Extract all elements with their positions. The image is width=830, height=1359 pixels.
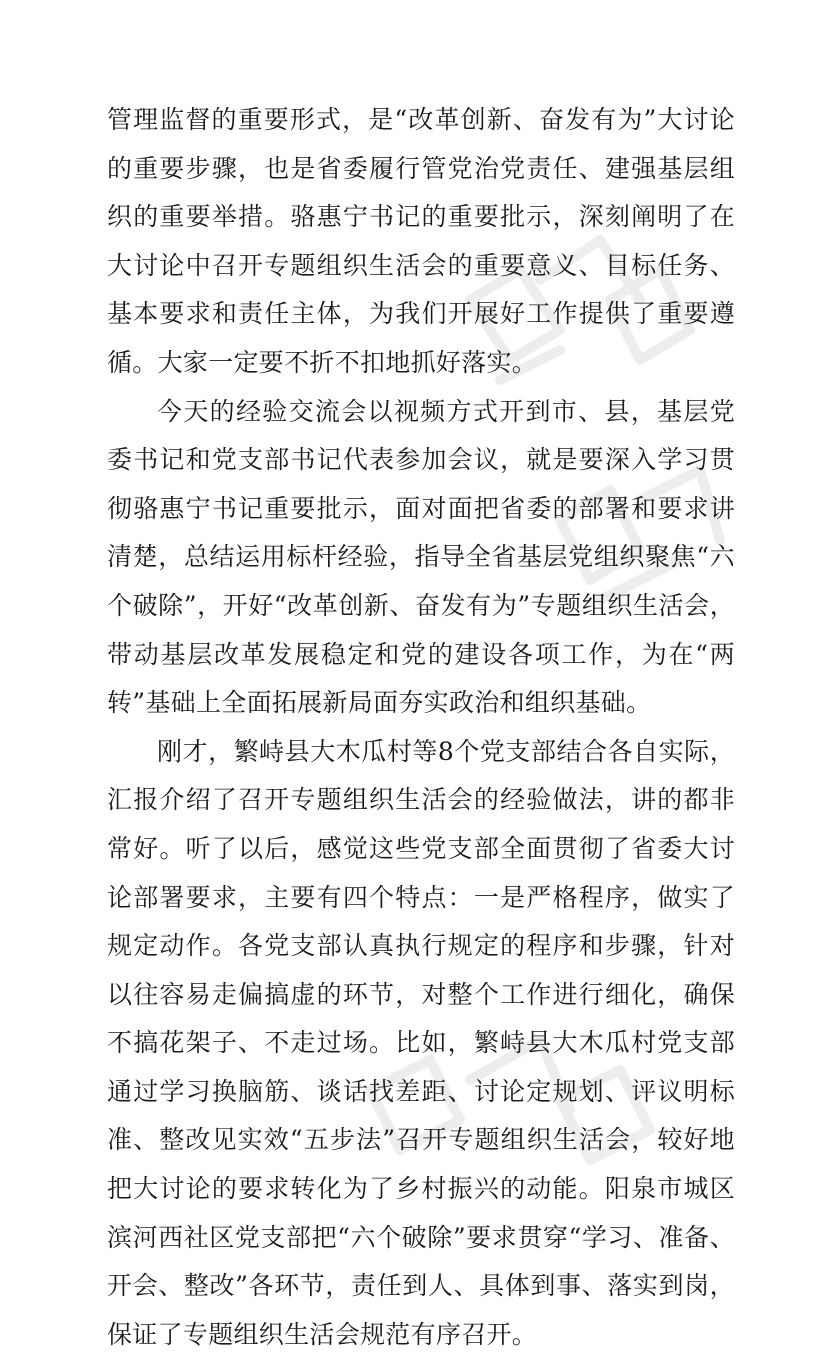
paragraph-3: 刚才，繁峙县大木瓜村等8个党支部结合各自实际，汇报介绍了召开专题组织生活会的经验做法，讲的都非常好。听了以后，感觉这些党支部全面贯彻了省委大讨论部署要求，主要有四个特点：一是严格程序，做实了规定动作。各党支部认真执行规定的程序和步骤，针对以往容易走偏搞虚的环节，对整个工作进行细化，确保不搞花架子、不走过场。比如，繁峙县大木瓜村党支部通过学习换脑筋、谈话找差距、讨论定规划、评议明标准、整改见实效“五步法”召开专题组织生活会，较好地把大讨论的要求转化为了乡村振兴的动能。阳泉市城区滨河西社区党支部把“六个破除”要求贯穿“学习、准备、开会、整改”各环节，责任到人、具体到事、落实到岗，保证了专题组织生活会规范有序召开。 [107, 736, 735, 1349]
paragraph-2: 今天的经验交流会以视频方式开到市、县，基层党委书记和党支部书记代表参加会议，就是要深入学习贯彻骆惠宁书记重要批示，面对面把省委的部署和要求讲清楚，总结运用标杆经验，指导全省基层党组织聚焦“六个破除”，开好“改革创新、奋发有为”专题组织生活会，带动基层改革发展稳定和党的建设各项工作，为在“两转”基础上全面拓展新局面夯实政治和组织基础。 [107, 396, 735, 718]
document-body [107, 96, 735, 1359]
paragraph-1: 管理监督的重要形式，是“改革创新、奋发有为”大讨论的重要步骤，也是省委履行管党治党责任、建强基层组织的重要举措。骆惠宁书记的重要批示，深刻阐明了在大讨论中召开专题组织生活会的重要意义、目标任务、基本要求和责任主体，为我们开展好工作提供了重要遵循。大家一定要不折不扣地抓好落实。 [107, 105, 735, 377]
